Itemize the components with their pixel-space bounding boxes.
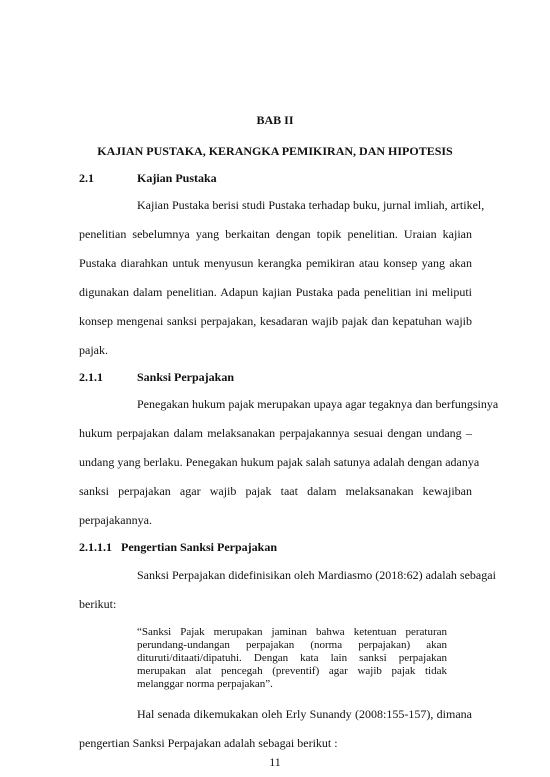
section-title-kajian-pustaka: Kajian Pustaka: [137, 171, 217, 185]
paragraph-line: Hal senada dikemukakan oleh Erly Sunandy (2008:155-157), dimana: [137, 707, 472, 721]
quote-line: “Sanksi Pajak merupakan jaminan bahwa ketentuan peraturan: [137, 626, 447, 638]
paragraph-line: berikut:: [79, 597, 117, 611]
section-title-pengertian-sanksi: Pengertian Sanksi Perpajakan: [121, 540, 278, 554]
quote-line: merupakan alat pencegah (preventif) agar wajib pajak tidak: [137, 665, 447, 677]
paragraph-line: perpajakannya.: [79, 513, 152, 527]
paragraph-line: digunakan dalam penelitian. Adapun kajian Pustaka pada penelitian ini meliputi: [79, 285, 472, 299]
paragraph-line: Kajian Pustaka berisi studi Pustaka terhadap buku, jurnal imliah, artikel,: [137, 198, 485, 212]
paragraph-line: Pustaka diarahkan untuk menyusun kerangka pemikiran atau konsep yang akan: [79, 256, 472, 270]
quote-line: perundang-undangan perpajakan (norma perpajakan) akan: [137, 639, 447, 651]
chapter-heading: BAB II: [256, 113, 294, 127]
quote-line: dituruti/ditaati/dipatuhi. Dengan kata lain sanksi perpajakan: [137, 652, 447, 664]
quote-line: melanggar norma perpajakan”.: [137, 678, 273, 690]
paragraph-line: penelitian sebelumnya yang berkaitan dengan topik penelitian. Uraian kajian: [79, 227, 472, 241]
paragraph-line: pajak.: [79, 343, 108, 357]
paragraph-line: undang yang berlaku. Penegakan hukum pajak salah satunya adalah dengan adanya: [79, 455, 480, 469]
section-title-sanksi-perpajakan: Sanksi Perpajakan: [137, 370, 235, 384]
paragraph-line: sanksi perpajakan agar wajib pajak taat dalam melaksanakan kewajiban: [79, 484, 472, 498]
section-number-2-1-1: 2.1.1: [79, 370, 103, 384]
paragraph-line: hukum perpajakan dalam melaksanakan perpajakannya sesuai dengan undang –: [79, 426, 472, 440]
chapter-title: KAJIAN PUSTAKA, KERANGKA PEMIKIRAN, DAN HIPOTESIS: [97, 144, 453, 158]
paragraph-line: Penegakan hukum pajak merupakan upaya agar tegaknya dan berfungsinya: [137, 397, 499, 411]
section-number-2-1-1-1: 2.1.1.1: [79, 540, 112, 554]
paragraph-line: Sanksi Perpajakan didefinisikan oleh Mardiasmo (2018:62) adalah sebagai: [137, 568, 496, 582]
page-number: 11: [269, 755, 281, 769]
section-number-2-1: 2.1: [79, 171, 94, 185]
paragraph-line: pengertian Sanksi Perpajakan adalah sebagai berikut :: [79, 736, 338, 750]
paragraph-line: konsep mengenai sanksi perpajakan, kesadaran wajib pajak dan kepatuhan wajib: [79, 314, 472, 328]
